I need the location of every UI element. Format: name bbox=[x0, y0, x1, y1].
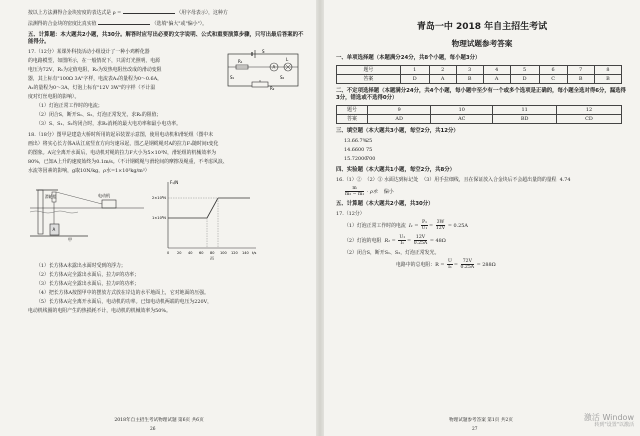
multi-choice-answer-table bbox=[336, 105, 622, 124]
fill-item: 13.66.7% bbox=[344, 138, 368, 144]
frac-num: U₁ bbox=[399, 235, 406, 240]
right-page-number: 27 bbox=[472, 427, 478, 432]
table-cell: BD bbox=[493, 115, 557, 124]
calc-2-frac-b bbox=[414, 235, 428, 246]
graph-x-tick: 100 bbox=[220, 251, 227, 255]
answer-blank bbox=[123, 8, 175, 14]
table-cell: B bbox=[594, 75, 621, 84]
table-cell: 题号 bbox=[337, 106, 368, 115]
intro-text-b: （用字母表示），这种方 bbox=[176, 10, 228, 16]
answer-blank-2 bbox=[98, 19, 150, 25]
left-page-footer: 2018年自主招生考试物理试题 第6页 共6页 bbox=[114, 418, 204, 423]
table-cell: A bbox=[429, 75, 456, 84]
fill-item: 75 bbox=[366, 147, 373, 153]
frac-num: U bbox=[448, 259, 452, 264]
table-cell: AC bbox=[431, 115, 493, 124]
table-cell: 4 bbox=[483, 66, 510, 75]
calc-3-frac-a bbox=[447, 259, 453, 270]
section-5-heading: 五、计算题：本大题共2小题，共30分。解答时应写出必要的文字说明、公式和重要演算步骤，只写出最后答案的不能得分。 bbox=[28, 32, 304, 45]
q17-part: （3）S、S₁、S₂均闭合时，求R₂消耗的最大电功率和最小电功率。 bbox=[36, 121, 181, 127]
table-row bbox=[337, 115, 622, 124]
section-4-heading: 四、实验题（本大题共1小题，每空2分，共8分） bbox=[336, 167, 456, 173]
q17-block bbox=[28, 49, 304, 103]
frac-den: U₁ bbox=[421, 226, 428, 231]
q16-line bbox=[336, 177, 628, 184]
calc-3-label: （2）闭合S，断开S₁、S₂，灯泡正常发光。 bbox=[344, 250, 440, 256]
crane-motor-label: 电动机 bbox=[98, 193, 110, 198]
q18-part: （2）长方体A完全露出水面后，拉力F的功率； bbox=[36, 272, 139, 278]
q16-part-4: 4.74 bbox=[559, 177, 571, 183]
circuit-diagram bbox=[222, 49, 304, 91]
table-cell: 5 bbox=[510, 66, 539, 75]
calc-1: （1）灯泡正常工作时的电流 I₁ = $\frac{\text{P₁}}{\text{U₁}}$ = $\frac{3W}{12V}$ = 0.25A bbox=[344, 220, 468, 231]
table-cell: 答案 bbox=[337, 75, 401, 84]
table-cell: 2 bbox=[429, 66, 456, 75]
table-cell: 6 bbox=[539, 66, 567, 75]
right-page-footer: 物理试题参考答案 第1页 共2页 bbox=[449, 418, 513, 423]
calc-1-frac-a bbox=[421, 220, 428, 231]
q18-part: （5）长方体A完全离开水面后，电动机的功率。已知电动机两端的电压为220V， bbox=[36, 299, 213, 305]
frac-den: 12V bbox=[435, 226, 446, 231]
crane-pulley-label: 滑轮组 bbox=[45, 194, 57, 199]
graph-x-tick: 40 bbox=[188, 251, 193, 255]
q17-text bbox=[28, 49, 218, 103]
answer-title: 青岛一中 2018 年自主招生考试 bbox=[416, 22, 548, 32]
q17-part: （1）灯泡正常工作时的电流； bbox=[36, 103, 103, 109]
fill-answers bbox=[344, 138, 628, 163]
section-1-heading: 一、单项选择题（本题满分24分，共8个小题，每小题3分） bbox=[336, 55, 481, 61]
table-cell: B bbox=[456, 75, 483, 84]
table-cell: 10 bbox=[431, 106, 493, 115]
crane-diagram bbox=[28, 178, 146, 242]
q18-line: 画出）将实心长方体A从江底竖直方向匀速吊起，图乙是钢缆绳对A的拉力F₁随时间t变化 bbox=[28, 141, 219, 147]
table-cell: B bbox=[567, 75, 594, 84]
frac-den: I₁ bbox=[400, 241, 405, 246]
graph-x-tick: 80 bbox=[210, 251, 215, 255]
q17-line: 的电路模型，如图所示，在一般情况下，只需灯光照明，电源 bbox=[28, 58, 161, 64]
calc-2-label: （2）灯泡的电阻 bbox=[344, 238, 382, 244]
os-activation-watermark bbox=[584, 413, 634, 428]
graph-x-tick: 60 bbox=[199, 251, 204, 255]
fill-item: 14.6600 bbox=[344, 147, 365, 153]
intro-text-d: （选填"偏大"或"偏小"）。 bbox=[151, 21, 208, 27]
watermark-line-2: 转到"设置"以激活 bbox=[594, 422, 634, 428]
calc-2-result: = 48Ω bbox=[429, 238, 446, 244]
circuit-label-r1: R₁ bbox=[238, 59, 243, 64]
table-row bbox=[337, 106, 622, 115]
frac-num: P₁ bbox=[422, 220, 427, 225]
section-5-heading-answer: 五、计算题（本大题共2小题，共30分） bbox=[336, 201, 434, 207]
circuit-label-l: L bbox=[286, 57, 289, 62]
graph-caption: 丙 bbox=[210, 256, 214, 260]
calc-2-frac-a bbox=[398, 235, 406, 246]
calc-1-lhs: I₁ = bbox=[408, 223, 421, 229]
graph-x-tick: 20 bbox=[177, 251, 182, 255]
table-cell: 答案 bbox=[337, 115, 368, 124]
table-cell: 3 bbox=[456, 66, 483, 75]
calc-2: （2）灯泡的电阻 R₁ = $\frac{\text{U₁}}{\text{I₁}}$ = $\frac{12V}{0.25A}$ = 48Ω bbox=[344, 235, 446, 246]
calc-3-result: = 288Ω bbox=[476, 262, 496, 268]
calc-1-label: （1）灯泡正常工作时的电流 bbox=[344, 223, 406, 229]
fill-item: 700 bbox=[366, 156, 376, 162]
section-2-heading: 二、不定项选择题（本题满分24分，共4个小题，每小题中至少有一个或多个选项是正确的，每小题全选对得6分，漏选得3分，错选或不选得0分） bbox=[336, 88, 626, 101]
crane-caption: 甲 bbox=[68, 237, 72, 242]
q17-label: 17.（12分） bbox=[336, 211, 365, 217]
q16-part-1: 16.（1）② bbox=[336, 177, 362, 183]
intro-line-1 bbox=[28, 8, 304, 17]
q18-figures bbox=[28, 178, 304, 260]
force-time-graph bbox=[152, 178, 262, 260]
frac-den: I₁ bbox=[448, 265, 452, 270]
calc-3: 电路中的总电阻：R = $\frac{U}{\text{I₁}}$ = $\frac{72V}{0.25A}$ = 288Ω bbox=[396, 259, 496, 270]
q18-line: 80%，已知A上升的速度始终为0.1m/s。（不计钢缆绳与滑轮间的摩擦及绳重，不考虑风浪、 bbox=[28, 159, 228, 165]
formula-numerator: m bbox=[345, 186, 364, 192]
fill-item: 15.72000 bbox=[344, 156, 368, 162]
q16-result: 偏小 bbox=[383, 189, 394, 195]
watermark-line-1: 激活 Window bbox=[583, 413, 634, 422]
circuit-label-s1: S₁ bbox=[230, 75, 235, 80]
table-cell: CD bbox=[557, 115, 622, 124]
frac-num: 12V bbox=[414, 235, 428, 241]
frac-num: 72V bbox=[461, 259, 475, 265]
frac-den: 0.25A bbox=[413, 241, 428, 246]
calc-3-frac-b bbox=[461, 259, 475, 270]
intro-line-2 bbox=[28, 19, 304, 28]
q17-line: 器，其上标有"100Ω 3A"字样，电流表A₁的量程为0～0.6A， bbox=[28, 76, 163, 82]
frac-num: 3W bbox=[436, 220, 445, 225]
choice-answer-table bbox=[336, 65, 622, 84]
q18-part: 电动机线圈的电阻产生的热损耗不计，电动机的机械效率为50%。 bbox=[28, 308, 171, 314]
intro-text-c: 法测得的合金块的密度比真实值 bbox=[28, 21, 97, 27]
circuit-label-s: S bbox=[262, 49, 265, 54]
formula-tail: · ρ水 bbox=[366, 189, 378, 195]
table-cell: D bbox=[400, 75, 429, 84]
table-cell: 7 bbox=[567, 66, 594, 75]
q18-part: （4）把长方体A按图甲中的摆放方式放在岸边的水平地面上，它对地面的压强。 bbox=[36, 290, 209, 296]
table-cell: AD bbox=[368, 115, 431, 124]
table-cell: 题号 bbox=[337, 66, 401, 75]
q17-line: 度对灯丝电阻的影响）。 bbox=[28, 94, 80, 100]
section-3-heading: 三、填空题（本大题共3小题，每空2分，共12分） bbox=[336, 128, 459, 134]
q17-part: （2）闭合S，断开S₁、S₂，灯泡正常发光，求R₁的阻值； bbox=[36, 112, 162, 118]
left-page-number: 26 bbox=[150, 427, 156, 432]
table-cell: 1 bbox=[400, 66, 429, 75]
q16-part-3: （3）用手拉细线，且在保证放入合金块后不会超出量筒的量程 bbox=[421, 177, 557, 183]
graph-y-tick-2: 2×10⁴N bbox=[152, 196, 166, 200]
q16-part-2: （2）③ 水面达到标记处 bbox=[364, 177, 419, 183]
calc-1-result: = 0.25A bbox=[447, 223, 468, 229]
calc-1-frac-b bbox=[436, 220, 446, 231]
left-page bbox=[0, 0, 318, 436]
fill-item: 25 bbox=[366, 138, 373, 144]
table-cell: D bbox=[510, 75, 539, 84]
calc-3-lhs: 电路中的总电阻：R = bbox=[396, 262, 447, 268]
q17-line: 17.（12分）某课外科技活动小组设计了一种小鸡孵化器 bbox=[28, 49, 150, 55]
graph-y-tick-1: 1×10⁴N bbox=[152, 216, 166, 220]
q17-line: A₂的量程为0～3A，灯泡上标有"12V 3W"的字样（不计温 bbox=[28, 85, 156, 91]
answer-subtitle: 物理试题参考答案 bbox=[451, 39, 513, 48]
graph-x-tick: 120 bbox=[231, 251, 238, 255]
frac-den: 0.25A bbox=[460, 265, 475, 270]
q18-line: 的图象。A完全离开水面后，电动机对绳的拉力F大小为5×10³N，滑轮组的机械效率为 bbox=[28, 150, 216, 156]
q18-line: 水流等因素的影响，g取10N/kg，ρ水=1×10³kg/m³） bbox=[28, 168, 150, 174]
table-row bbox=[337, 66, 622, 75]
right-page bbox=[322, 0, 640, 436]
graph-x-unit: t/s bbox=[252, 251, 257, 255]
table-row bbox=[337, 75, 622, 84]
q16-formula bbox=[345, 186, 364, 197]
circuit-label-s2: S₂ bbox=[280, 75, 285, 80]
intro-text-a: 按以上方法测得合金块密度的表达式是 ρ = bbox=[28, 10, 122, 16]
table-cell: 12 bbox=[557, 106, 622, 115]
crane-block-label: A bbox=[52, 227, 56, 232]
calc-2-lhs: R₁ = bbox=[384, 238, 398, 244]
circuit-label-a1: A bbox=[272, 64, 276, 70]
table-cell: 9 bbox=[368, 106, 431, 115]
q17-line: 电压为72V，R₁为定值电阻，R₂为发热电阻丝改成的滑动变阻 bbox=[28, 67, 162, 73]
table-cell: C bbox=[539, 75, 567, 84]
table-cell: A bbox=[483, 75, 510, 84]
circuit-label-r2: R₂ bbox=[270, 86, 275, 91]
graph-x-tick: 140 bbox=[242, 251, 249, 255]
q18-line: 18.（18分）图甲是建造大桥时所用的起吊装置示意图，使用电动机和滑轮组（图中未 bbox=[28, 132, 214, 138]
graph-x-tick: 0 bbox=[167, 251, 170, 255]
q16-formula-line bbox=[336, 186, 628, 197]
q18-part: （1）长方体A未露出水面时受到的浮力； bbox=[36, 263, 126, 269]
graph-y-label: F₁/N bbox=[170, 180, 179, 185]
q18-part: （3）长方体A完全露出水面后，拉力F的功率； bbox=[36, 281, 139, 287]
table-cell: 11 bbox=[493, 106, 557, 115]
formula-denominator: m₂ − m₁ bbox=[345, 192, 365, 197]
table-cell: 8 bbox=[594, 66, 621, 75]
